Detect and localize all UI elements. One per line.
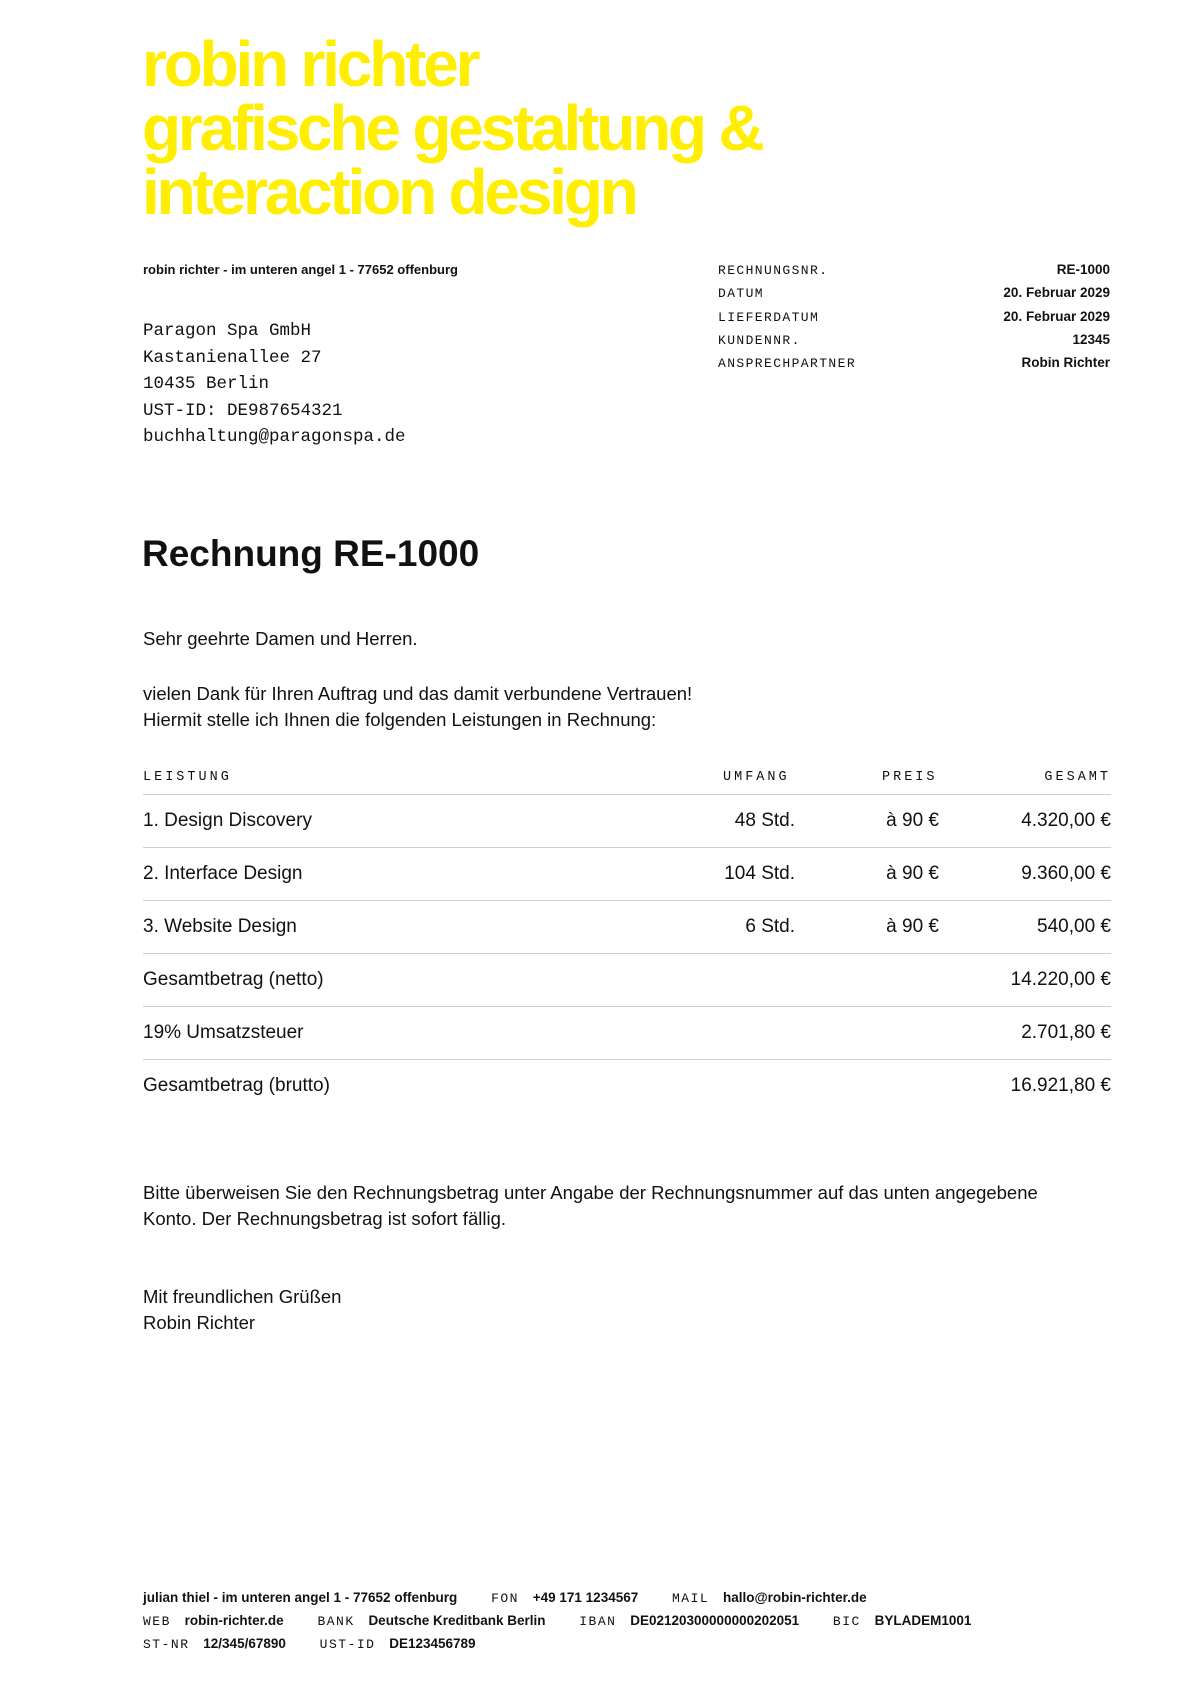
intro-line: Hiermit stelle ich Ihnen die folgenden Leistungen in Rechnung: (143, 709, 657, 730)
header-amount: UMFANG (723, 769, 790, 785)
brand-line: robin richter (142, 28, 478, 100)
summary-value: 14.220,00 € (1010, 969, 1111, 990)
meta-value: 20. Februar 2029 (1003, 308, 1110, 324)
summary-row-vat (143, 1007, 1111, 1060)
footer-bank: Deutsche Kreditbank Berlin (368, 1613, 546, 1628)
invoice-title: Rechnung RE-1000 (142, 533, 480, 574)
table-header (143, 760, 1111, 795)
closing-salutation: Mit freundlichen Grüßen (143, 1286, 342, 1307)
cell-amount: 6 Std. (745, 916, 795, 937)
cell-service: 1. Design Discovery (143, 810, 312, 831)
payment-line: Konto. Der Rechnungsbetrag ist sofort fällig. (143, 1208, 506, 1229)
payment-instructions (143, 1180, 1038, 1232)
meta-label: KUNDENNR. (718, 332, 801, 348)
intro-line: vielen Dank für Ihren Auftrag und das damit verbundene Vertrauen! (143, 683, 693, 704)
table-row (143, 795, 1111, 848)
footer-email[interactable]: hallo@robin-richter.de (722, 1590, 867, 1605)
cell-service: 2. Interface Design (143, 863, 303, 884)
table-row (143, 901, 1111, 954)
recipient-address (143, 318, 406, 451)
meta-row-delivery-date (718, 309, 1110, 332)
meta-value: 20. Februar 2029 (1003, 285, 1110, 301)
greeting: Sehr geehrte Damen und Herren. (143, 628, 418, 649)
intro-text (143, 681, 692, 733)
footer-label: BIC (832, 1614, 861, 1629)
payment-line: Bitte überweisen Sie den Rechnungsbetrag unter Angabe der Rechnungsnummer auf das unten angegebene (143, 1182, 1038, 1203)
services-table (143, 760, 1111, 1112)
recipient-city: 10435 Berlin (143, 374, 270, 394)
footer (143, 1587, 1001, 1656)
cell-price: à 90 € (886, 810, 939, 831)
footer-iban: DE02120300000000202051 (630, 1613, 800, 1628)
footer-label: MAIL (672, 1591, 710, 1606)
footer-row (143, 1610, 1001, 1633)
footer-label: IBAN (579, 1614, 617, 1629)
meta-value: 12345 (1072, 331, 1110, 347)
summary-value: 16.921,80 € (1010, 1075, 1111, 1096)
recipient-email: buchhaltung@paragonspa.de (143, 427, 406, 447)
cell-amount: 104 Std. (724, 863, 795, 884)
sender-address-line: robin richter - im unteren angel 1 - 77652 offenburg (143, 262, 458, 277)
footer-label: ST-NR (143, 1637, 190, 1652)
cell-service: 3. Website Design (143, 916, 297, 937)
meta-row-contact (718, 355, 1110, 378)
brand-line: grafische gestaltung & (142, 92, 762, 164)
cell-total: 540,00 € (1037, 916, 1111, 937)
meta-value: Robin Richter (1021, 355, 1110, 371)
footer-vat-id: DE123456789 (389, 1636, 476, 1651)
footer-bic: BYLADEM1001 (874, 1613, 972, 1628)
footer-row (143, 1633, 1001, 1656)
footer-label: UST-ID (319, 1637, 376, 1652)
meta-row-invoice-number (718, 262, 1110, 285)
meta-label: LIEFERDATUM (718, 309, 820, 325)
closing (143, 1284, 341, 1336)
footer-address: julian thiel - im unteren angel 1 - 77652 offenburg (143, 1590, 458, 1605)
cell-price: à 90 € (886, 916, 939, 937)
meta-label: DATUM (718, 286, 765, 302)
summary-value: 2.701,80 € (1021, 1022, 1111, 1043)
summary-label: Gesamtbetrag (netto) (143, 969, 324, 990)
brand-logo (142, 28, 762, 228)
footer-tax-number: 12/345/67890 (203, 1636, 286, 1651)
brand-line: interaction design (142, 156, 636, 228)
closing-signature: Robin Richter (143, 1312, 256, 1333)
footer-label: WEB (143, 1614, 171, 1629)
footer-phone[interactable]: +49 171 1234567 (532, 1590, 639, 1605)
invoice-meta (718, 262, 1110, 378)
meta-label: RECHNUNGSNR. (718, 263, 829, 278)
cell-amount: 48 Std. (734, 810, 795, 831)
header-price: PREIS (882, 769, 938, 785)
footer-label: FON (491, 1591, 519, 1606)
cell-total: 9.360,00 € (1021, 863, 1111, 884)
recipient-street: Kastanienallee 27 (143, 347, 322, 368)
meta-value: RE-1000 (1056, 262, 1110, 277)
meta-row-customer-number (718, 332, 1110, 355)
footer-label: BANK (317, 1614, 355, 1629)
summary-row-net (143, 954, 1111, 1007)
recipient-company: Paragon Spa GmbH (143, 321, 312, 341)
summary-label: 19% Umsatzsteuer (143, 1022, 304, 1043)
header-service: LEISTUNG (143, 769, 232, 785)
cell-total: 4.320,00 € (1021, 810, 1111, 831)
header-total: GESAMT (1044, 769, 1111, 785)
footer-row (143, 1587, 1001, 1610)
summary-row-gross (143, 1060, 1111, 1112)
cell-price: à 90 € (886, 863, 939, 884)
table-row (143, 848, 1111, 901)
meta-row-date (718, 285, 1110, 308)
summary-label: Gesamtbetrag (brutto) (143, 1075, 330, 1096)
meta-label: ANSPRECHPARTNER (718, 356, 857, 372)
footer-website[interactable]: robin-richter.de (184, 1613, 284, 1628)
recipient-vat-id: UST-ID: DE987654321 (143, 400, 343, 421)
